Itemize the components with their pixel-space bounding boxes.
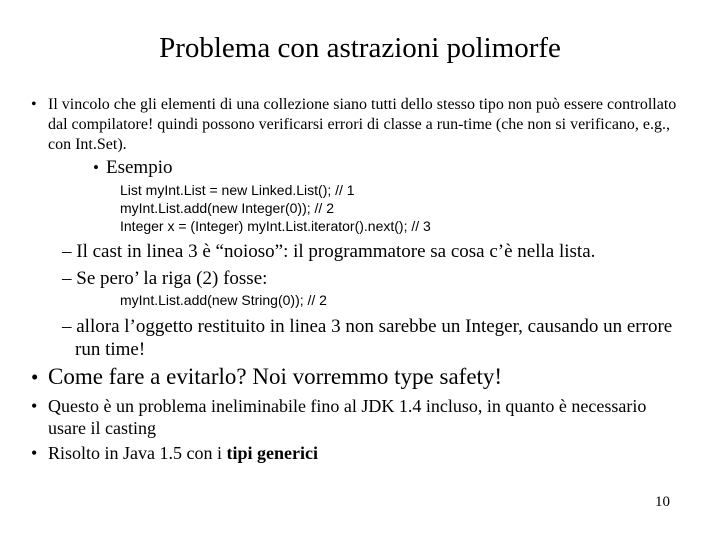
bullet-marker: • xyxy=(93,158,99,177)
page-number: 10 xyxy=(655,494,670,510)
bullet-jdk-text: Questo è un problema ineliminabile fino al JDK 1.4 incluso, in quanto è necessario usare il casting xyxy=(48,396,647,438)
bullet-constraint-text: Il vincolo che gli elementi di una collezione siano tutti dello stesso tipo non può essere controllato dal compilatore! quindi possono verificarsi errori di classe a run-time (che non si verificano, e.g., con Int.Set). xyxy=(48,96,677,153)
slide-title: Problema con astrazioni polimorfe xyxy=(159,32,561,64)
code-line-3: Integer x = (Integer) myInt.List.iterator().next(); // 3 xyxy=(120,218,431,234)
bullet-marker: • xyxy=(31,96,37,113)
dash-item-cast: – Il cast in linea 3 è “noioso”: il programmatore sa cosa c’è nella lista. xyxy=(62,241,596,262)
example-heading: Esempio xyxy=(106,157,173,178)
generics-term: tipi generici xyxy=(226,443,318,463)
type-safety-question: Come fare a evitarlo? Noi vorremmo type safety! xyxy=(48,364,503,389)
bullet-marker: • xyxy=(31,365,39,389)
java15-prefix: Risolto in Java 1.5 con i xyxy=(48,443,227,463)
code-line-1: List myInt.List = new Linked.List(); // 1 xyxy=(120,182,355,198)
bullet-java15-text xyxy=(48,442,688,464)
code-line-string: myInt.List.add(new String(0)); // 2 xyxy=(120,292,327,308)
code-line-2: myInt.List.add(new Integer(0)); // 2 xyxy=(120,200,334,216)
bullet-marker: • xyxy=(31,396,38,416)
dash-item-if: – Se pero’ la riga (2) fosse: xyxy=(62,268,268,289)
bullet-marker: • xyxy=(31,443,38,463)
dash-item-consequence: – allora l’oggetto restituito in linea 3 non sarebbe un Integer, causando un errore run time! xyxy=(62,316,673,360)
